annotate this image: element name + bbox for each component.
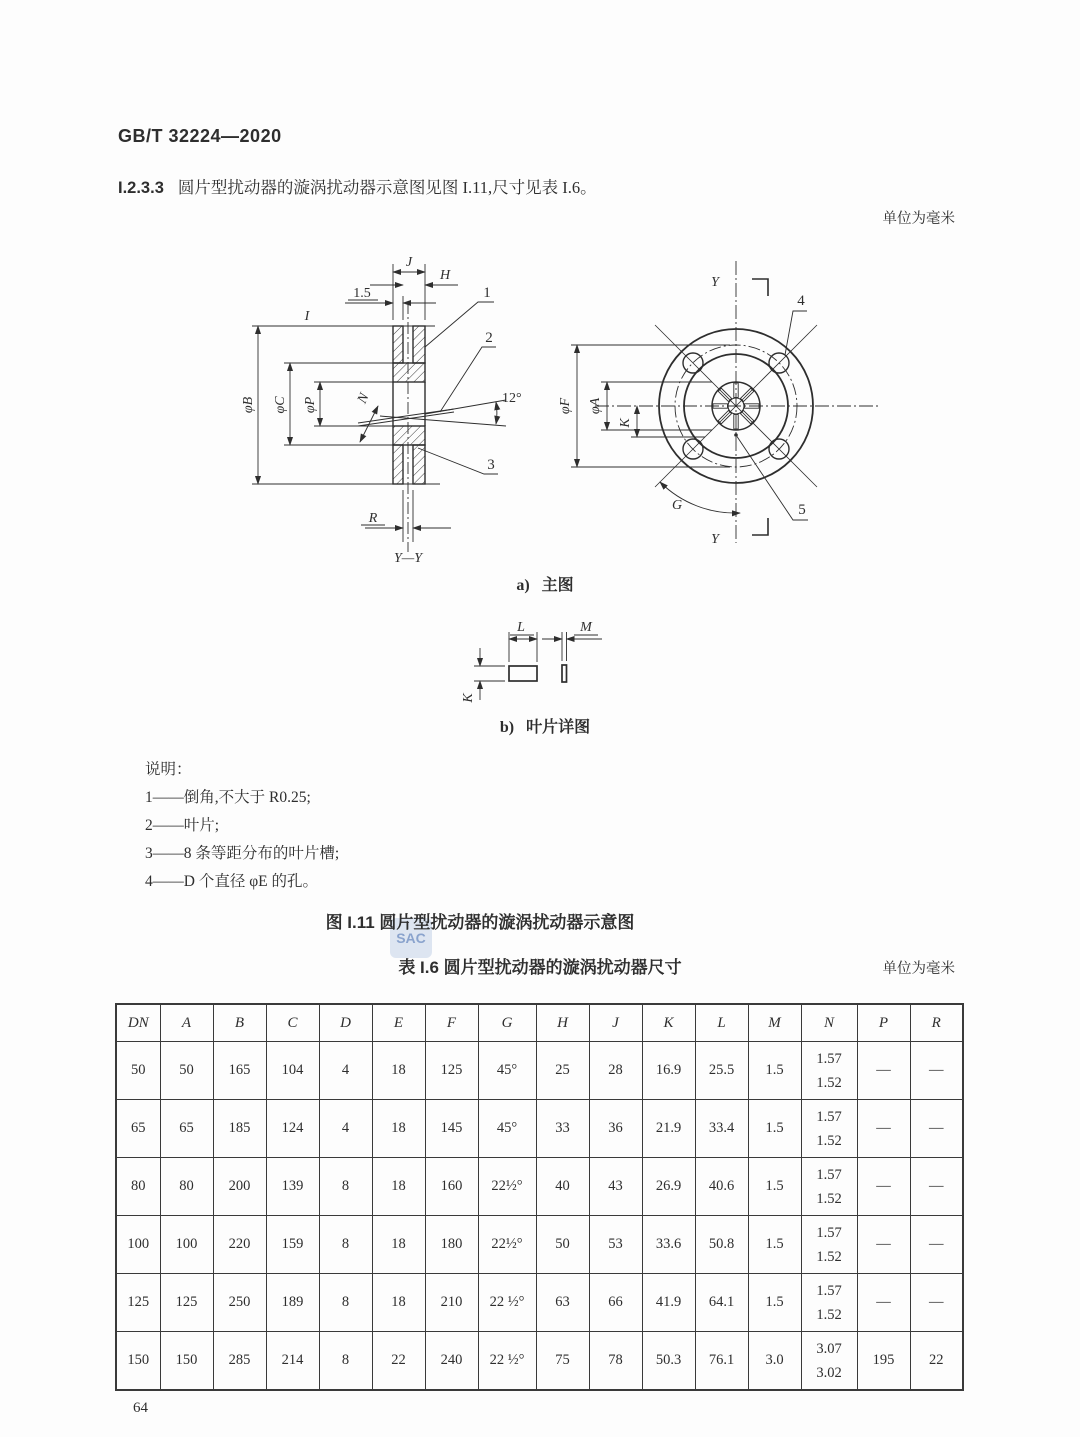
table-row <box>116 1042 963 1100</box>
table-cell: — <box>857 1274 910 1332</box>
table-cell: 124 <box>266 1100 319 1158</box>
table-cell: 18 <box>372 1216 425 1274</box>
table-caption: 表 I.6 圆片型扰动器的漩涡扰动器尺寸 <box>398 958 682 977</box>
sac-watermark: SAC <box>390 918 432 958</box>
table-cell: 100 <box>160 1216 213 1274</box>
table-cell: 1.5 <box>748 1042 801 1100</box>
callout-3: 3 <box>487 457 495 473</box>
table-cell: 1.57 1.52 <box>801 1100 857 1158</box>
column-header: P <box>857 1004 910 1042</box>
callout-5: 5 <box>798 502 806 518</box>
table-cell: 4 <box>319 1042 372 1100</box>
table-cell: 1.5 <box>748 1216 801 1274</box>
table-cell: 8 <box>319 1216 372 1274</box>
column-header: B <box>213 1004 266 1042</box>
table-cell: 240 <box>425 1332 478 1391</box>
table-cell: 165 <box>213 1042 266 1100</box>
note-item: 3——8 条等距分布的叶片槽; <box>145 845 340 862</box>
table-cell: 66 <box>589 1274 642 1332</box>
table-cell: 16.9 <box>642 1042 695 1100</box>
table-cell: 200 <box>213 1158 266 1216</box>
y-mark-top: Y <box>711 275 719 290</box>
dim-label-i: I <box>304 309 310 324</box>
table-cell: 22½° <box>478 1216 536 1274</box>
table-cell: — <box>910 1216 963 1274</box>
notes-block <box>145 756 339 896</box>
table-cell: 1.57 1.52 <box>801 1042 857 1100</box>
table-cell: — <box>857 1100 910 1158</box>
column-header: E <box>372 1004 425 1042</box>
table-cell: — <box>857 1216 910 1274</box>
column-header: G <box>478 1004 536 1042</box>
unit-note-table: 单位为毫米 <box>882 961 955 977</box>
table-cell: 28 <box>589 1042 642 1100</box>
table-cell: 214 <box>266 1332 319 1391</box>
table-cell: 18 <box>372 1158 425 1216</box>
table-cell: 45° <box>478 1100 536 1158</box>
table-cell: 8 <box>319 1158 372 1216</box>
table-cell: 65 <box>160 1100 213 1158</box>
table-cell: 1.5 <box>748 1274 801 1332</box>
caption-b-prefix: b) <box>499 719 515 736</box>
dim-label-r: R <box>368 511 378 526</box>
table-cell: 40 <box>536 1158 589 1216</box>
table-cell: 53 <box>589 1216 642 1274</box>
table-cell: 64.1 <box>695 1274 748 1332</box>
dim-label-j: J <box>405 255 413 270</box>
table-cell: 80 <box>160 1158 213 1216</box>
caption-b-text: 叶片详图 <box>526 719 591 736</box>
table-cell: 63 <box>536 1274 589 1332</box>
table-cell: 1.5 <box>748 1158 801 1216</box>
table-row <box>116 1216 963 1274</box>
table-cell: 50.3 <box>642 1332 695 1391</box>
table-cell: 125 <box>116 1274 160 1332</box>
table-cell: 33 <box>536 1100 589 1158</box>
table-cell: 1.57 1.52 <box>801 1216 857 1274</box>
table-cell: 3.0 <box>748 1332 801 1391</box>
table-row <box>116 1158 963 1216</box>
caption-a-prefix: a) <box>516 577 530 594</box>
section-number: I.2.3.3 <box>118 179 164 197</box>
note-item: 1——倒角,不大于 R0.25; <box>145 789 311 806</box>
section-paragraph <box>118 174 958 198</box>
table-cell: 195 <box>857 1332 910 1391</box>
table-cell: 25 <box>536 1042 589 1100</box>
table-cell: 26.9 <box>642 1158 695 1216</box>
unit-note-top: 单位为毫米 <box>882 211 955 227</box>
table-cell: 125 <box>160 1274 213 1332</box>
page-number: 64 <box>133 1400 148 1416</box>
callout-1: 1 <box>483 285 491 301</box>
figure-caption: 图 I.11 圆片型扰动器的漩涡扰动器示意图 <box>325 913 635 932</box>
dim-label-n: N <box>355 391 373 406</box>
table-cell: 50.8 <box>695 1216 748 1274</box>
table-cell: — <box>857 1158 910 1216</box>
table-cell: — <box>910 1042 963 1100</box>
caption-main-view <box>420 572 670 595</box>
table-cell: 159 <box>266 1216 319 1274</box>
dim-label-g: G <box>671 498 683 513</box>
column-header: L <box>695 1004 748 1042</box>
table-cell: 18 <box>372 1100 425 1158</box>
table-cell: 189 <box>266 1274 319 1332</box>
table-cell: 22 ½° <box>478 1274 536 1332</box>
dim-label-phi-b: φB <box>241 396 256 414</box>
column-header: M <box>748 1004 801 1042</box>
note-item: 2——叶片; <box>145 817 220 834</box>
table-cell: 220 <box>213 1216 266 1274</box>
table-cell: 43 <box>589 1158 642 1216</box>
dim-label-phi-c: φC <box>273 396 288 414</box>
table-cell: 50 <box>536 1216 589 1274</box>
column-header: D <box>319 1004 372 1042</box>
dim-label-phi-a: φA <box>588 397 603 415</box>
section-text: 圆片型扰动器的漩涡扰动器示意图见图 I.11,尺寸见表 I.6。 <box>177 178 597 197</box>
table-cell: 22 ½° <box>478 1332 536 1391</box>
dim-label-h: H <box>439 268 451 283</box>
table-cell: 78 <box>589 1332 642 1391</box>
caption-blade-detail <box>420 714 670 737</box>
table-cell: 210 <box>425 1274 478 1332</box>
table-cell: 250 <box>213 1274 266 1332</box>
dimension-table <box>115 1003 964 1391</box>
blade-detail-drawing <box>450 612 700 724</box>
dim-label-l: L <box>517 620 525 635</box>
table-cell: 3.07 3.02 <box>801 1332 857 1391</box>
table-cell: 22 <box>910 1332 963 1391</box>
table-header-row <box>116 1004 963 1042</box>
table-cell: 40.6 <box>695 1158 748 1216</box>
caption-a-text: 主图 <box>541 577 574 594</box>
column-header: F <box>425 1004 478 1042</box>
dim-label-phi-p: φP <box>303 396 318 414</box>
column-header: N <box>801 1004 857 1042</box>
table-cell: 18 <box>372 1274 425 1332</box>
column-header: A <box>160 1004 213 1042</box>
table-cell: 80 <box>116 1158 160 1216</box>
section-view-drawing <box>240 250 535 570</box>
column-header: R <box>910 1004 963 1042</box>
dim-label-angle: 12° <box>502 391 522 406</box>
section-mark-label: Y—Y <box>393 551 423 566</box>
table-cell: 21.9 <box>642 1100 695 1158</box>
table-cell: 150 <box>116 1332 160 1391</box>
table-cell: 18 <box>372 1042 425 1100</box>
table-cell: 36 <box>589 1100 642 1158</box>
table-cell: 8 <box>319 1274 372 1332</box>
table-cell: 22 <box>372 1332 425 1391</box>
note-item: 4——D 个直径 φE 的孔。 <box>145 873 318 890</box>
table-cell: — <box>857 1042 910 1100</box>
front-view-drawing <box>555 243 885 558</box>
table-cell: — <box>910 1100 963 1158</box>
table-cell: 160 <box>425 1158 478 1216</box>
column-header: H <box>536 1004 589 1042</box>
table-cell: 25.5 <box>695 1042 748 1100</box>
dim-label-chamfer: 1.5 <box>353 286 371 301</box>
table-cell: 1.57 1.52 <box>801 1274 857 1332</box>
table-cell: 100 <box>116 1216 160 1274</box>
table-cell: — <box>910 1158 963 1216</box>
table-cell: 185 <box>213 1100 266 1158</box>
table-cell: 76.1 <box>695 1332 748 1391</box>
dim-label-k-blade: K <box>461 693 476 703</box>
table-cell: 8 <box>319 1332 372 1391</box>
column-header: DN <box>116 1004 160 1042</box>
table-cell: 22½° <box>478 1158 536 1216</box>
dim-label-m: M <box>580 620 592 635</box>
callout-2: 2 <box>485 330 493 346</box>
column-header: J <box>589 1004 642 1042</box>
table-cell: 139 <box>266 1158 319 1216</box>
notes-title: 说明： <box>145 761 192 778</box>
table-cell: 4 <box>319 1100 372 1158</box>
y-mark-bottom: Y <box>711 532 719 547</box>
column-header: C <box>266 1004 319 1042</box>
table-cell: 150 <box>160 1332 213 1391</box>
table-cell: 65 <box>116 1100 160 1158</box>
table-cell: 1.5 <box>748 1100 801 1158</box>
table-cell: 33.6 <box>642 1216 695 1274</box>
table-cell: 145 <box>425 1100 478 1158</box>
column-header: K <box>642 1004 695 1042</box>
callout-4: 4 <box>797 293 805 309</box>
table-cell: — <box>910 1274 963 1332</box>
table-row <box>116 1100 963 1158</box>
table-cell: 1.57 1.52 <box>801 1158 857 1216</box>
table-cell: 285 <box>213 1332 266 1391</box>
table-cell: 33.4 <box>695 1100 748 1158</box>
table-cell: 180 <box>425 1216 478 1274</box>
table-cell: 50 <box>116 1042 160 1100</box>
table-row <box>116 1274 963 1332</box>
table-cell: 75 <box>536 1332 589 1391</box>
dim-label-k-front: K <box>618 418 633 428</box>
table-row <box>116 1332 963 1391</box>
table-cell: 104 <box>266 1042 319 1100</box>
standard-number: GB/T 32224—2020 <box>118 126 282 146</box>
table-cell: 45° <box>478 1042 536 1100</box>
table-cell: 41.9 <box>642 1274 695 1332</box>
dim-label-phi-f: φF <box>558 397 573 415</box>
table-cell: 50 <box>160 1042 213 1100</box>
table-cell: 125 <box>425 1042 478 1100</box>
